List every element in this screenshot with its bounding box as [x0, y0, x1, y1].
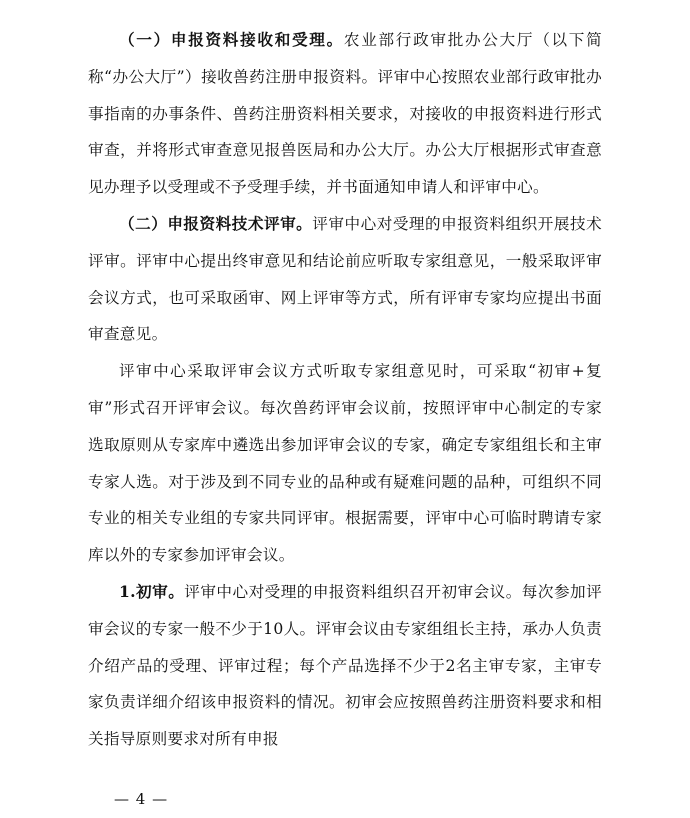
paragraph-review-meeting: [88, 353, 602, 574]
paragraph-text: 评审中心对受理的申报资料组织召开初审会议。每次参加评审会议的专家一般不少于10人。评审会议由专家组组长主持，承办人负责介绍产品的受理、评审过程；每个产品选择不少于2名主审专家，主审专家负责详细介绍该申报资料的情况。初审会应按照兽药注册资料要求和相关指导原则要求对所有申报: [88, 582, 602, 749]
paragraph-initial-review: [88, 574, 602, 758]
paragraph-text: 农业部行政审批办公大厅（以下简称“办公大厅”）接收兽药注册申报资料。评审中心按照农业部行政审批办事指南的办事条件、兽药注册资料相关要求，对接收的申报资料进行形式审查，并将形式审查意见报兽医局和办公大厅。办公大厅根据形式审查意见办理予以受理或不予受理手续，并书面通知申请人和评审中心。: [88, 31, 602, 197]
section-heading-technical-review: （二）申报资料技术评审。: [119, 213, 313, 233]
paragraph-application-receipt: [88, 22, 602, 206]
paragraph-text: 评审中心对受理的申报资料组织开展技术评审。评审中心提出终审意见和结论前应听取专家组意见，一般采取评审会议方式，也可采取函审、网上评审等方式，所有评审专家均应提出书面审查意见。: [88, 214, 602, 344]
section-heading-application-receipt: （一）申报资料接收和受理。: [119, 30, 344, 49]
paragraph-technical-review: [88, 206, 602, 353]
document-body: [88, 22, 602, 758]
page-number: — 4 —: [114, 790, 169, 808]
section-heading-initial-review: 1.初审。: [119, 581, 185, 601]
paragraph-text: 评审中心采取评审会议方式听取专家组意见时，可采取“初审+复审”形式召开评审会议。每次兽药评审会议前，按照评审中心制定的专家选取原则从专家库中遴选出参加评审会议的专家，确定专家组组长和主审专家人选。对于涉及到不同专业的品种或有疑难问题的品种，可组织不同专业的相关专业组的专家共同评审。根据需要，评审中心可临时聘请专家库以外的专家参加评审会议。: [88, 362, 602, 565]
